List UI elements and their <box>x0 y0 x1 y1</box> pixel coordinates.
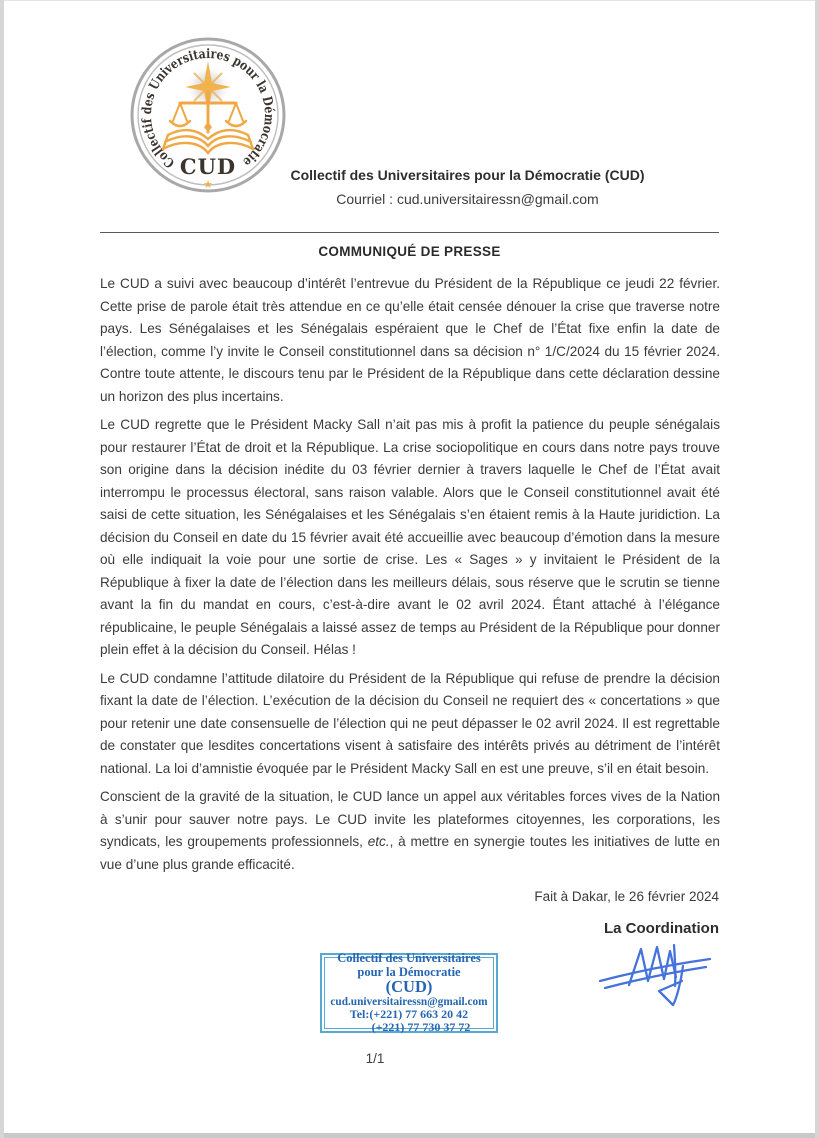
stamp-line: pour la Démocratie <box>357 964 461 979</box>
signature-scribble <box>594 936 716 1014</box>
paragraph-4-etc: etc. <box>367 834 390 849</box>
seal-acronym: CUD <box>179 154 237 179</box>
letterhead <box>215 163 720 211</box>
page-number: 1/1 <box>365 1051 385 1066</box>
org-name: Collectif des Universitaires pour la Démocratie (CUD) <box>290 167 645 183</box>
stamp-line: (+221) 77 730 37 72 <box>371 1019 471 1034</box>
press-release-body <box>100 273 720 882</box>
stamp-box <box>320 953 498 1033</box>
paragraph-4-pre: Conscient de la gravité de la situation, le CUD lance un appel aux véritables forces vives de la Nation à s’unir pour sauver notre pays. Le CUD invite les plateformes citoyennes, les corporations, les syndicats, les groupements professionnels, <box>100 789 720 849</box>
stamp-line: Collectif des Universitaires <box>337 951 481 966</box>
stamp-line: (CUD) <box>385 977 433 997</box>
doc-title: COMMUNIQUÉ DE PRESSE <box>318 244 501 259</box>
stamp-line: cud.universitairessn@gmail.com <box>330 995 488 1008</box>
org-email: Courriel : cud.universitairessn@gmail.com <box>336 191 599 207</box>
seal-star-icon: ★ <box>203 179 213 191</box>
stamp-inner-border <box>324 951 494 1034</box>
seal-ring-text: Collectif des Universitaires pour la Démocratie <box>139 46 277 171</box>
date-line: Fait à Dakar, le 26 février 2024 <box>534 889 719 904</box>
header-divider <box>100 232 719 233</box>
signatory: La Coordination <box>604 920 719 937</box>
paragraph-4-post: , à mettre en synergie toutes les initiatives de lutte en vue d’une plus grande efficacité. <box>100 834 720 872</box>
paragraph-1: Le CUD a suivi avec beaucoup d’intérêt l’entrevue du Président de la République ce jeudi 22 février. Cette prise de parole était très attendue en ce qu’elle était censée dénouer la crise que traverse notre pays. Les Sénégalaises et les Sénégalais espéraient que le Chef de l’État fixe enfin la date de l’élection, comme l’y invite le Conseil constitutionnel dans sa décision n° 1/C/2024 du 15 février 2024. Contre toute attente, le discours tenu par le Président de la République dans cette déclaration dessine un horizon des plus incertains. <box>100 276 720 404</box>
stamp-line: Tel:(+221) 77 663 20 42 <box>349 1006 469 1021</box>
paragraph-2: Le CUD regrette que le Président Macky Sall n’ait pas mis à profit la patience du peuple sénégalais pour restaurer l’État de droit et la République. La crise sociopolitique en cours dans notre pays trouve son origine dans la décision inédite du 03 février dernier à travers laquelle le Chef de l’État avait interrompu le processus électoral, sans raison valable. Alors que le Conseil constitutionnel avait été saisi de cette situation, les Sénégalaises et les Sénégalais s’en étaient remis à la Haute juridiction. La décision du Conseil en date du 15 février avait été accueillie avec beaucoup d’émotion dans la mesure où elle indiquait la voie pour une sortie de crise. Les « Sages » y invitaient le Président de la République à fixer la date de l’élection dans les meilleurs délais, sous réserve que le scrutin se tienne avant la fin du mandat en cours, c’est-à-dire avant le 02 avril 2024. Étant attaché à l’élégance républicaine, le peuple Sénégalais a laissé assez de temps au Président de la République pour donner plein effet à la décision du Conseil. Hélas ! <box>100 417 720 657</box>
paragraph-4 <box>100 786 720 876</box>
paragraph-3: Le CUD condamne l’attitude dilatoire du Président de la République qui refuse de prendre la décision fixant la date de l’élection. L’exécution de la décision du Conseil ne requiert des « concertations » que pour retenir une date consensuelle de l’élection qui ne peut dépasser le 02 avril 2024. Il est regrettable de constater que lesdites concertations visent à satisfaire des intérêts privés au détriment de l’intérêt national. La loi d’amnistie évoquée par le Président Macky Sall en est une preuve, s’il en était besoin. <box>100 670 720 776</box>
